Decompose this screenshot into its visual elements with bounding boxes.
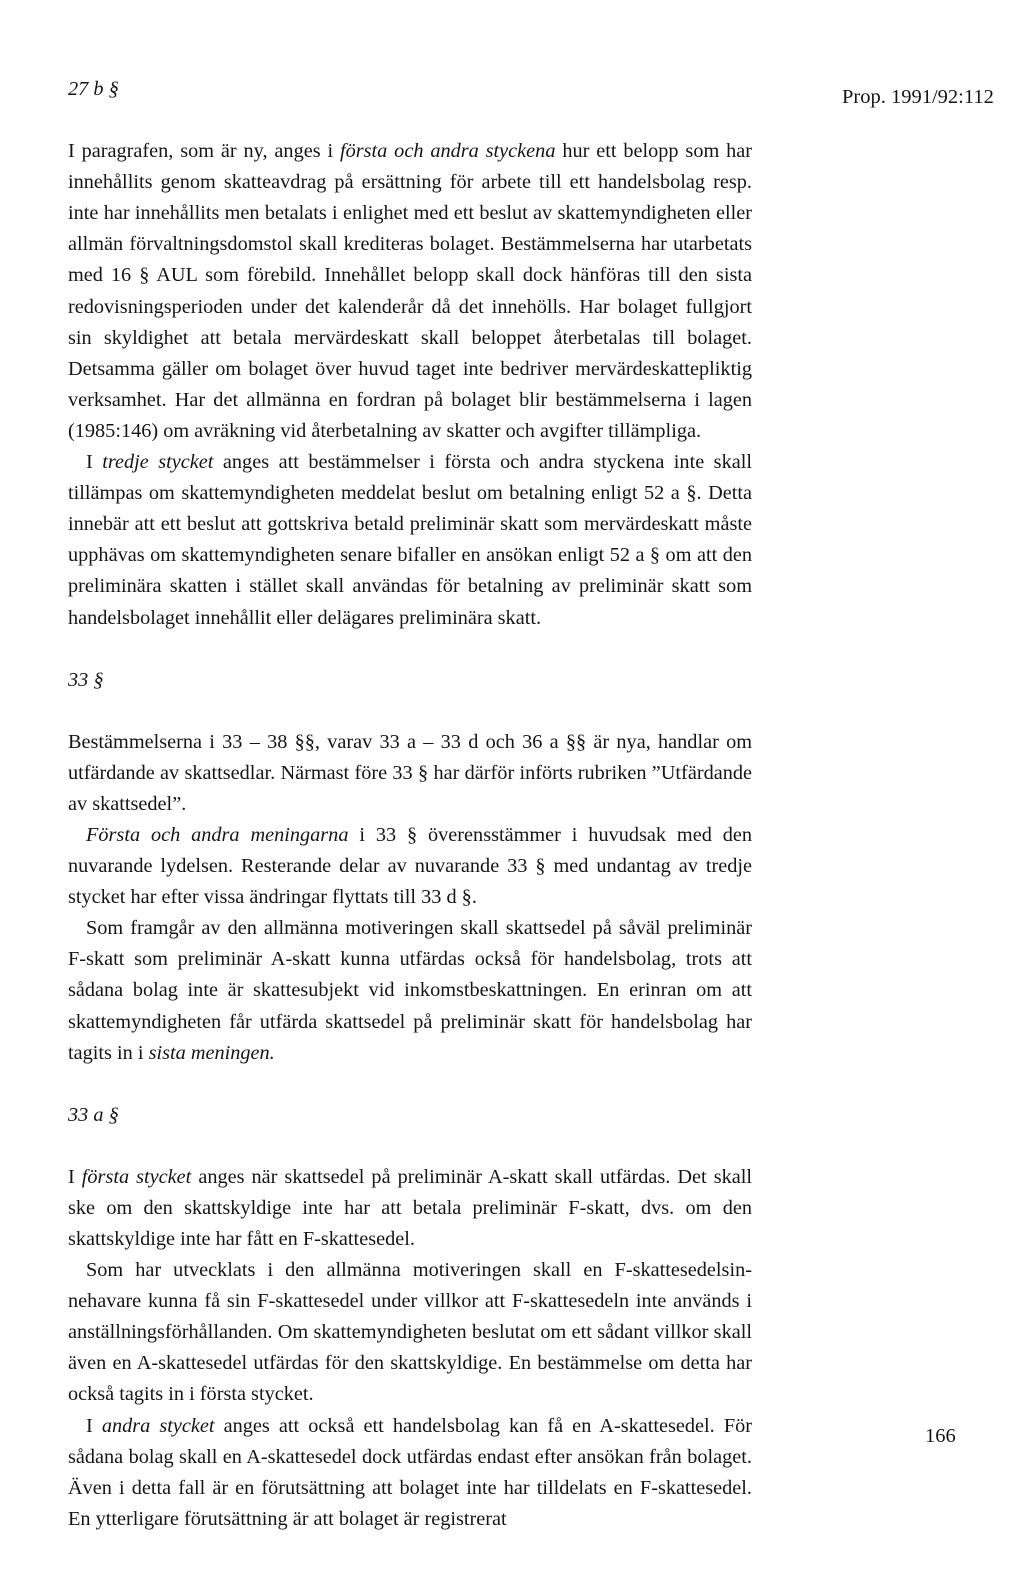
text-segment-italic: första stycket xyxy=(81,1165,192,1188)
text-segment: anges när skattsedel på preliminär A-skatt skall utfärdas. Det skall ske om den skattskyldige inte har att betala preliminär F-skatt, dvs. om den skattskyldige inte har fått en F-skattesedel. xyxy=(68,1165,753,1250)
text-segment: I xyxy=(68,1165,82,1188)
proposition-reference: Prop. 1991/92:112 xyxy=(842,86,994,108)
text-segment: anges att bestämmelser i första och andra styckena inte skall tillämpas om skattemyndigheten meddelat beslut om betalning enligt 52 a §. Detta innebär att ett beslut att gottskriva betald preliminär skatt som mervärdeskatt måste upphävas om skattemyndigheten senare bifaller en ansökan enligt 52 a § om att den preliminära skatten i stället skall användas för betalning av preliminär skatt som handelsbolaget innehållit eller delägares preliminära skatt. xyxy=(68,451,752,629)
text-segment: anges att också ett handelsbolag kan få en A-skattesedel. För sådana bolag skall en A-skattesedel dock utfärdas endast efter ansökan från bolaget. Även i detta fall är en förutsättning att bolaget inte har tilldelats en F-skattesedel. En ytterligare förutsättning är att bolaget är registrerat xyxy=(68,1414,753,1530)
section-heading: 27 b § xyxy=(68,78,119,100)
section-heading: 33 § xyxy=(68,668,104,691)
text-segment: Som framgår av den allmänna motiveringen skall skattsedel på såväl preliminär F-skatt som preliminär A-skatt kunna utfärdas också för handelsbolag, trots att sådana bolag inte är skattesubjekt vid inkomstbeskattningen. En erinran om att skattemyndigheten får utfärda skattsedel på preliminär skatt för handelsbolag har tagits in i xyxy=(68,917,752,1064)
text-segment-italic: sista meningen. xyxy=(148,1041,275,1064)
main-text-column xyxy=(68,74,752,1535)
text-segment: i 33 § överensstämmer i huvudsak med den nuvarande lydelsen. Resterande delar av nuvarande 33 § med undantag av tredje stycket har efter vissa ändringar flyttats till 33 d §. xyxy=(68,823,752,909)
paragraph xyxy=(68,1162,752,1255)
text-segment: I paragrafen, som är ny, anges i xyxy=(68,140,340,163)
section-27b xyxy=(68,74,752,634)
section-33a xyxy=(68,1100,752,1535)
text-segment: hur ett belopp som har innehållits genom skatteavdrag på ersättning för arbete till ett handelsbolag resp. inte har innehållits men betalats i enlighet med ett beslut av skattemyndigheten eller allmän förvaltningsdomstol skall krediteras bolaget. Bestämmelserna har utarbetats med 16 § AUL som förebild. Innehållet belopp skall dock hänföras till den sista redovisningsperioden under det kalenderår då det innehölls. Har bolaget fullgjort sin skyldighet att betala mervärdeskatt skall beloppet återbetalas till bolaget. Detsamma gäller om bolaget över huvud taget inte bedriver mervärdeskattepliktig verksamhet. Har det allmänna en fordran på bolaget blir bestämmelserna i lagen (1985:146) om avräkning vid återbetalning av skatter och avgifter tillämpliga. xyxy=(68,140,752,442)
text-segment-italic: tredje stycket xyxy=(102,451,214,474)
paragraph xyxy=(68,447,752,634)
text-segment-italic: andra stycket xyxy=(101,1414,215,1437)
text-segment: Som har utvecklats i den allmänna motiveringen skall en F-skattesedelsinnehavare kunna få sin F-skattesedel under villkor att F-skattesedeln inte används i anställningsförhållanden. Om skattemyndigheten beslutat om ett sådant villkor skall även en A-skattesedel utfärdas för den skattskyldige. En bestämmelse om detta har också tagits in i första stycket. xyxy=(68,1259,752,1406)
text-segment-italic: Första och andra meningarna xyxy=(86,823,349,846)
paragraph xyxy=(68,913,752,1068)
paragraph xyxy=(68,727,752,820)
text-segment: Bestämmelserna i 33 – 38 §§, varav 33 a – 33 d och 36 a §§ är nya, handlar om utfärdande av skattsedlar. Närmast före 33 § har därför införts rubriken ”Utfärdande av skattsedel”. xyxy=(68,730,752,815)
text-segment: I xyxy=(86,1414,102,1437)
text-segment-italic: första och andra styckena xyxy=(339,140,556,163)
section-heading: 33 a § xyxy=(68,1103,119,1126)
paragraph xyxy=(68,1255,752,1410)
page-number: 166 xyxy=(925,1425,956,1447)
paragraph xyxy=(68,136,752,447)
text-segment: I xyxy=(86,451,103,474)
paragraph xyxy=(68,820,752,913)
paragraph xyxy=(68,1411,752,1535)
section-33 xyxy=(68,665,752,1069)
